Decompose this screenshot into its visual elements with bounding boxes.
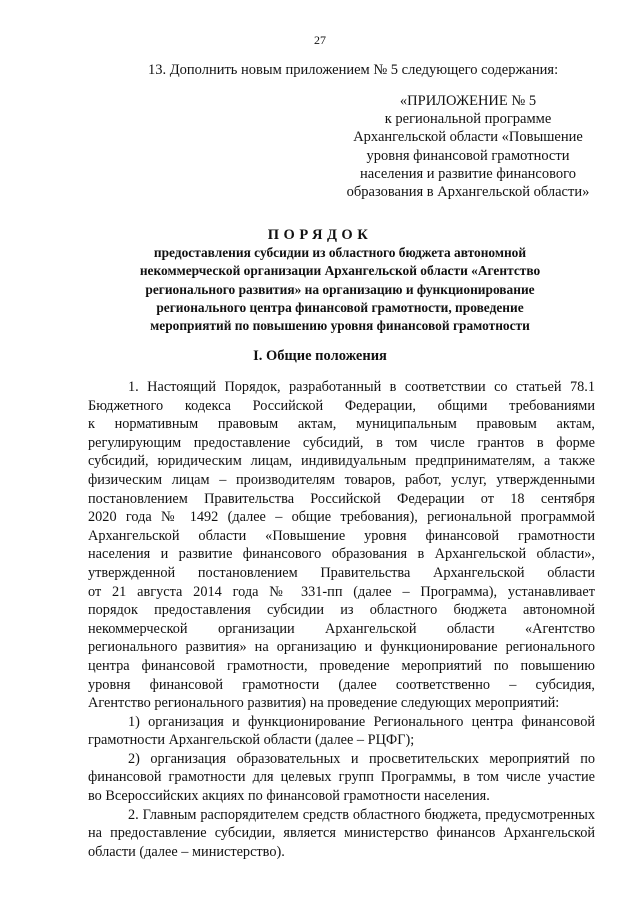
text-line: к нормативным правовым актам, муниципальным правовым актам, bbox=[88, 416, 595, 433]
text-line: регулирующим предоставление субсидий, в том числе грантов в форме bbox=[88, 434, 595, 451]
subtitle-line: некоммерческой организации Архангельской области «Агентство bbox=[139, 263, 541, 279]
text-line: постановлением Правительства Российской Федерации от 18 сентября bbox=[88, 490, 595, 507]
paragraph bbox=[88, 806, 595, 862]
document-title: ПОРЯДОК bbox=[267, 227, 373, 243]
text-line: 2) организация образовательных и просветительских мероприятий по bbox=[128, 750, 595, 767]
text-line: Агентство регионального развития) на проведение следующих мероприятий: bbox=[88, 695, 560, 712]
text-line: 1. Настоящий Порядок, разработанный в соответствии со статьей 78.1 bbox=[128, 379, 595, 395]
subtitle-line: мероприятий по повышению уровня финансовой грамотности bbox=[150, 318, 530, 334]
appendix-line: населения и развитие финансового bbox=[360, 165, 576, 182]
text-line: уровня финансовой грамотности (далее соответственно – субсидия, bbox=[88, 676, 595, 693]
text-line: некоммерческой организации Архангельской области «Агентство bbox=[88, 620, 595, 637]
text-line: порядок предоставления субсидии из областного бюджета автономной bbox=[88, 602, 595, 619]
text-line: Бюджетного кодекса Российской Федерации, общими требованиями bbox=[88, 397, 595, 414]
text-line: во Всероссийских акциях по финансовой грамотности населения. bbox=[88, 788, 490, 805]
paragraph bbox=[88, 750, 595, 806]
text-line: грамотности Архангельской области (далее – РЦФГ); bbox=[88, 732, 415, 749]
subtitle-line: предоставления субсидии из областного бюджета автономной bbox=[153, 245, 527, 260]
paragraph bbox=[88, 378, 595, 713]
text-line: финансовой грамотности для целевых групп Программы, в том числе участие bbox=[88, 769, 595, 786]
page-number: 27 bbox=[314, 33, 326, 47]
text-line: физическим лицам – производителям товаров, работ, услуг, утвержденными bbox=[88, 471, 595, 488]
appendix-line: «ПРИЛОЖЕНИЕ № 5 bbox=[399, 93, 537, 109]
appendix-line: к региональной программе bbox=[384, 111, 552, 128]
text-line: утвержденной постановлением Правительства Архангельской области bbox=[88, 564, 595, 581]
text-line: населения и развитие финансового образования в Архангельской области», bbox=[88, 546, 595, 563]
text-line: регионального развития» на организацию и функционирование регионального bbox=[88, 639, 595, 656]
text-line: 2020 года № 1492 (далее – общие требования), региональной программой bbox=[88, 509, 595, 526]
subtitle-line: регионального развития» на организацию и функционирование bbox=[145, 281, 535, 297]
appendix-line: Архангельской области «Повышение bbox=[353, 129, 583, 146]
text-line: области (далее – министерство). bbox=[88, 843, 285, 860]
section-heading: I. Общие положения bbox=[253, 348, 387, 364]
text-line: субсидий, юридическим лицам, индивидуальным предпринимателям, а также bbox=[88, 453, 595, 470]
amendment-intro: 13. Дополнить новым приложением № 5 следующего содержания: bbox=[148, 62, 559, 78]
appendix-line: образования в Архангельской области» bbox=[346, 184, 590, 201]
text-line: от 21 августа 2014 года № 331-пп (далее – Программа), устанавливает bbox=[88, 583, 595, 600]
document-subtitle bbox=[100, 244, 580, 335]
document-body bbox=[88, 378, 595, 861]
appendix-line: уровня финансовой грамотности bbox=[366, 147, 570, 164]
text-line: Архангельской области «Повышение уровня финансовой грамотности bbox=[88, 527, 595, 544]
text-line: 1) организация и функционирование Регионального центра финансовой bbox=[128, 713, 595, 730]
appendix-header bbox=[338, 92, 598, 201]
text-line: на предоставление субсидии, является министерство финансов Архангельской bbox=[88, 825, 595, 842]
subtitle-line: регионального центра финансовой грамотности, проведение bbox=[156, 299, 524, 315]
text-line: 2. Главным распорядителем средств областного бюджета, предусмотренных bbox=[128, 806, 595, 823]
paragraph bbox=[88, 713, 595, 750]
text-line: центра финансовой грамотности, проведение мероприятий по повышению bbox=[88, 657, 595, 674]
